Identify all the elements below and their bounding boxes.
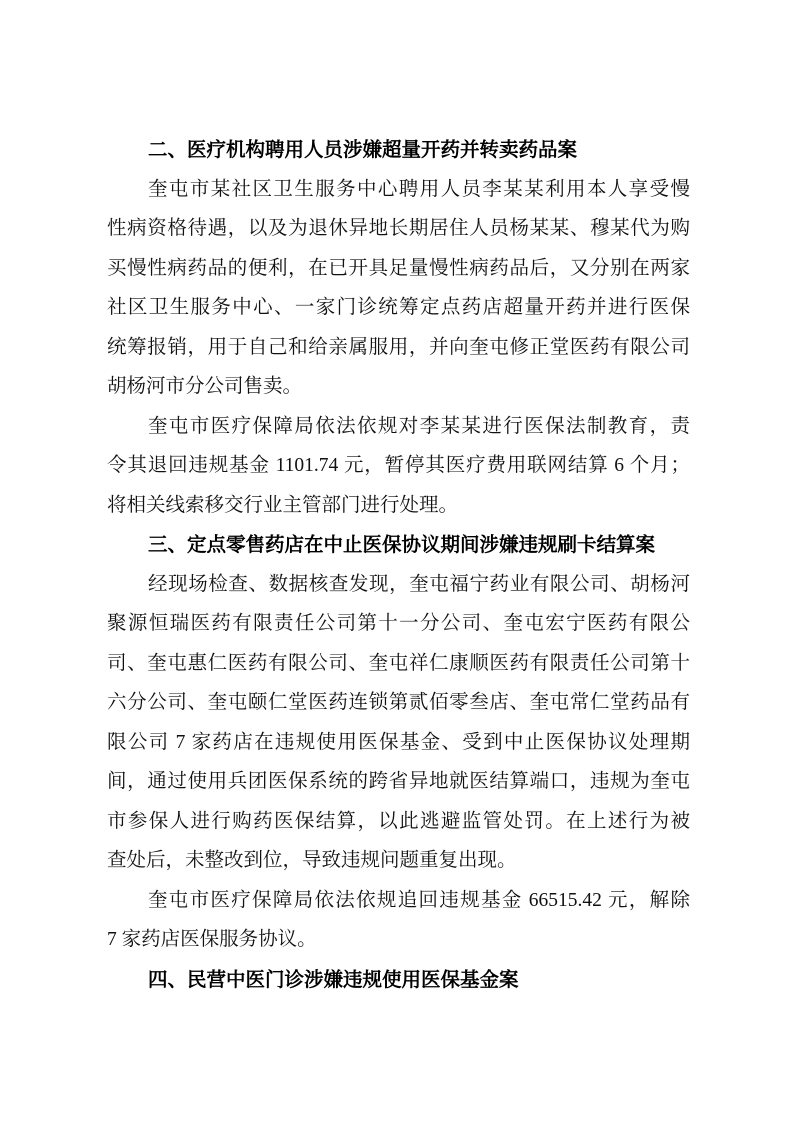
paragraph <box>107 881 690 960</box>
document-body <box>107 130 690 999</box>
section-heading: 三、定点零售药店在中止医保协议期间涉嫌违规刷卡结算案 <box>148 533 656 556</box>
paragraph-line: 间，通过使用兵团医保系统的跨省异地就医结算端口，违规为奎屯 <box>107 771 690 792</box>
paragraph <box>107 565 690 881</box>
paragraph-line: 令其退回违规基金 1101.74 元，暂停其医疗费用联网结算 6 个月； <box>107 455 690 476</box>
paragraph-line: 社区卫生服务中心、一家门诊统筹定点药店超量开药并进行医保 <box>107 297 690 318</box>
paragraph-line: 奎屯市医疗保障局依法依规追回违规基金 66515.42 元，解除 <box>148 889 690 911</box>
paragraph-line: 7 家药店医保服务协议。 <box>107 929 317 950</box>
paragraph-line: 查处后，未整改到位，导致违规问题重复出现。 <box>107 850 517 871</box>
paragraph-line: 统筹报销，用于自己和给亲属服用，并向奎屯修正堂医药有限公司 <box>107 336 690 358</box>
paragraph-line: 聚源恒瑞医药有限责任公司第十一分公司、奎屯宏宁医药有限公 <box>107 613 690 634</box>
section-heading: 二、医疗机构聘用人员涉嫌超量开药并转卖药品案 <box>148 138 578 161</box>
paragraph <box>107 407 690 526</box>
paragraph-line: 司、奎屯惠仁医药有限公司、奎屯祥仁康顺医药有限责任公司第十 <box>107 652 690 674</box>
paragraph-line: 经现场检查、数据核查发现，奎屯福宁药业有限公司、胡杨河 <box>148 573 690 595</box>
paragraph-line: 性病资格待遇，以及为退休异地长期居住人员杨某某、穆某代为购 <box>107 218 690 239</box>
paragraph-line: 将相关线索移交行业主管部门进行处理。 <box>107 494 459 516</box>
paragraph-line: 限公司 7 家药店在违规使用医保基金、受到中止医保协议处理期 <box>107 731 690 753</box>
paragraph-line: 奎屯市某社区卫生服务中心聘用人员李某某利用本人享受慢 <box>148 178 690 200</box>
section-heading: 四、民营中医门诊涉嫌违规使用医保基金案 <box>148 967 519 991</box>
paragraph-line: 市参保人进行购药医保结算，以此逃避监管处罚。在上述行为被 <box>107 810 690 832</box>
paragraph-line: 买慢性病药品的便利，在已开具足量慢性病药品后，又分别在两家 <box>107 257 690 279</box>
paragraph-line: 奎屯市医疗保障局依法依规对李某某进行医保法制教育，责 <box>148 415 690 437</box>
paragraph-line: 胡杨河市分公司售卖。 <box>107 376 303 397</box>
paragraph-line: 六分公司、奎屯颐仁堂医药连锁第贰佰零叁店、奎屯常仁堂药品有 <box>107 692 690 713</box>
paragraph <box>107 170 690 407</box>
